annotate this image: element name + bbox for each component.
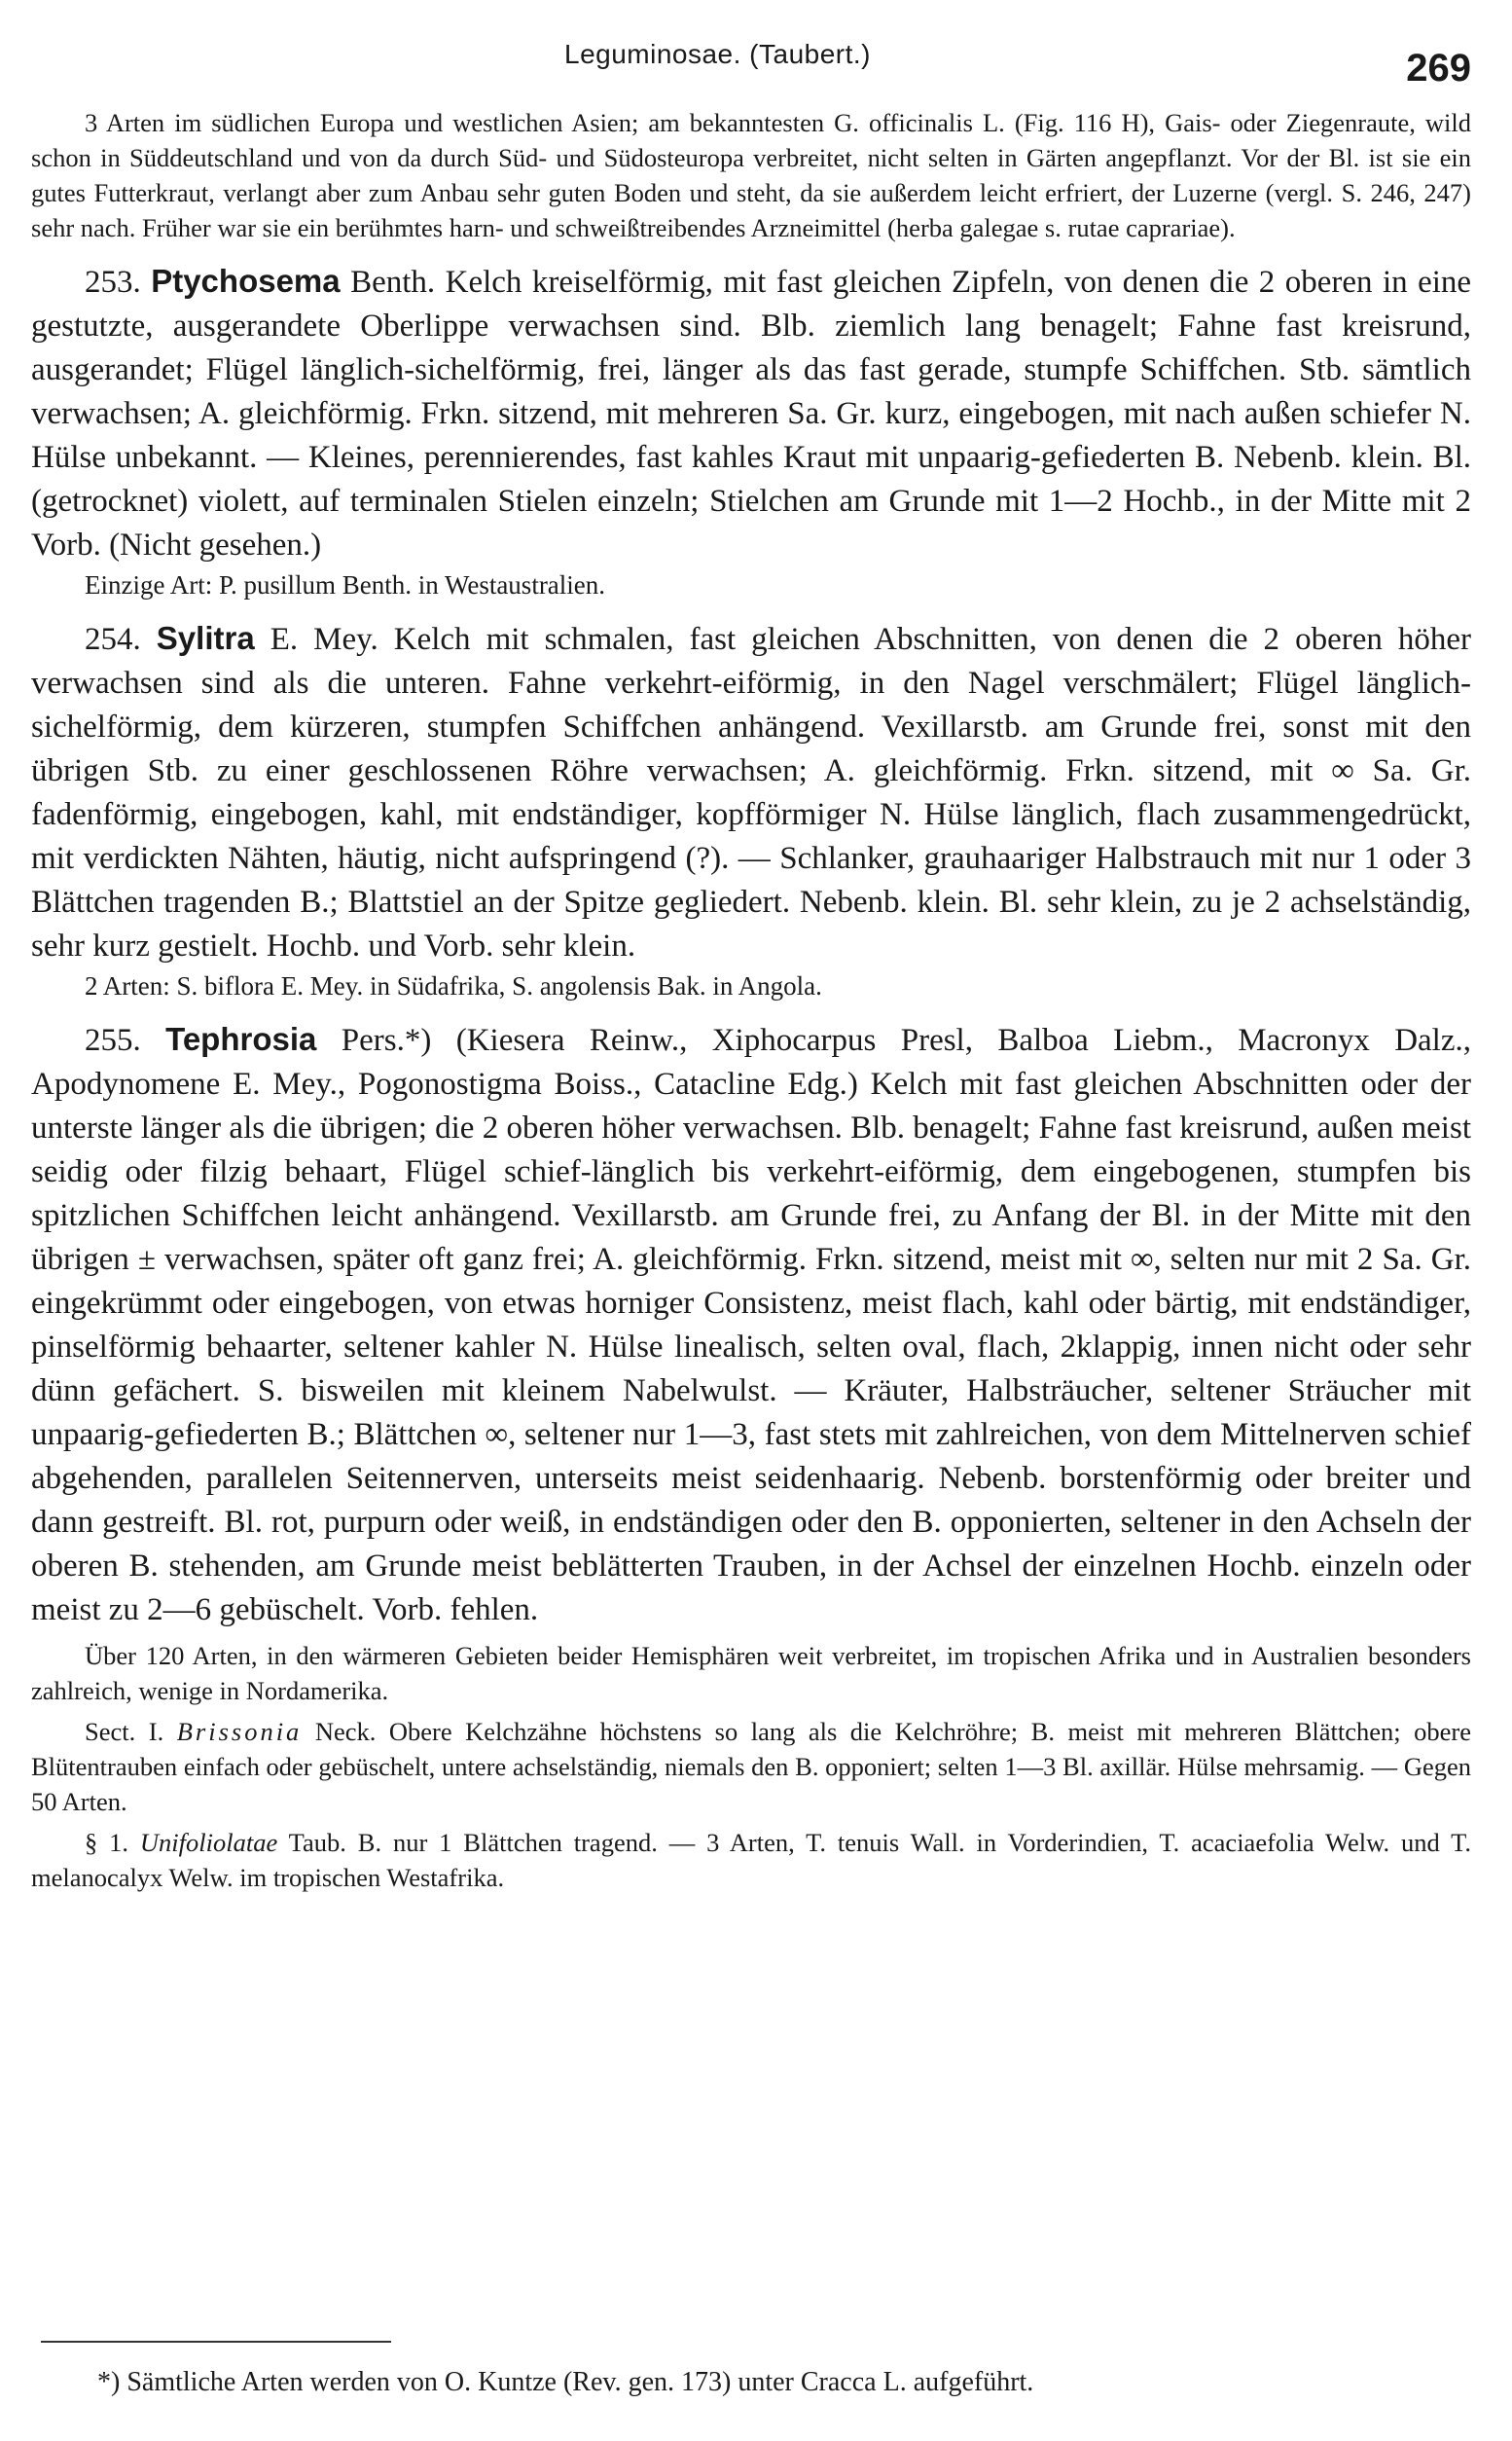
page-body: [31, 105, 1471, 1895]
distribution-note-tephrosia: Über 120 Arten, in den wärmeren Gebieten beider Hemisphären weit verbreitet, im tropischen Afrika und in Australien besonders zahlreich, wenige in Nordamerika.: [31, 1641, 1471, 1705]
species-note-sylitra: 2 Arten: S. biflora E. Mey. in Südafrika, S. angolensis Bak. in Angola.: [85, 971, 822, 1001]
genus-number: 254.: [85, 622, 141, 657]
footnote: *) Sämtliche Arten werden von O. Kuntze (Rev. gen. 173) unter Cracca L. aufgeführt.: [97, 2367, 1034, 2397]
section-label: Sect. I.: [85, 1717, 164, 1746]
genus-number: 255.: [85, 1023, 141, 1058]
subsection-unifoliolatae: [31, 1825, 1471, 1895]
genus-number: 253.: [85, 265, 141, 300]
genus-entry-tephrosia: [31, 1017, 1471, 1632]
footnote-rule: [41, 2341, 391, 2343]
subsection-label: § 1.: [85, 1828, 129, 1857]
section-description: Neck. Obere Kelchzähne höchstens so lang als die Kelchröhre; B. meist mit mehreren Blättchen; obere Blütentrauben einfach oder gebüschelt, untere achselständig, niemals den B. opponiert; selten 1—3 Bl. axillär. Hülse mehrsamig. — Gegen 50 Arten.: [31, 1717, 1472, 1816]
section-brissonia: [31, 1714, 1471, 1819]
genus-entry-sylitra: [31, 616, 1471, 968]
genus-description: Pers.*) (Kiesera Reinw., Xiphocarpus Presl, Balboa Liebm., Macronyx Dalz., Apodynomene E. Mey., Pogonostigma Boiss., Catacline Edg.) Kelch mit fast gleichen Abschnitten oder der unterste länger als die übrigen; die 2 oberen höher verwachsen. Blb. benagelt; Fahne fast kreisrund, außen meist seidig oder filzig behaart, Flügel schief-länglich bis verkehrt-eiförmig, dem eingebogenen, stumpfen bis spitzlichen Schiffchen leicht anhängend. Vexillarstb. am Grunde frei, zu Anfang der Bl. in der Mitte mit den übrigen ± verwachsen, später oft ganz frei; A. gleichförmig. Frkn. sitzend, meist mit ∞, selten nur mit 2 Sa. Gr. eingekrümmt oder eingebogen, von etwas horniger Consistenz, meist flach, kahl oder bärtig, mit endständiger, pinselförmig behaarter, seltener kahler N. Hülse linealisch, selten oval, flach, 2klappig, innen nicht oder sehr dünn gefächert. S. bisweilen mit kleinem Nabelwulst. — Kräuter, Halbsträucher, seltener Sträucher mit unpaarig-gefiederten B.; Blättchen ∞, seltener nur 1—3, fast stets mit zahlreichen, von dem Mittelnerven schief abgehenden, parallelen Seitennerven, unterseits meist seidenhaarig. Nebenb. borstenförmig oder breiter und dann gestreift. Bl. rot, purpurn oder weiß, in endständigen oder den B. opponierten, seltener in den Achseln der oberen B. stehenden, am Grunde meist beblätterten Trauben, in der Achsel der einzelnen Hochb. einzeln oder meist zu 2—6 gebüschelt. Vorb. fehlen.: [31, 1023, 1471, 1627]
genus-name: Ptychosema: [151, 263, 341, 299]
genus-name: Tephrosia: [165, 1021, 317, 1057]
genus-entry-ptychosema: [31, 259, 1471, 567]
galega-species-paragraph: 3 Arten im südlichen Europa und westlichen Asien; am bekanntesten G. officinalis L. (Fig. 116 H), Gais- oder Ziegenraute, wild schon in Süddeutschland und von da durch Süd- und Südosteuropa verbreitet, nicht selten in Gärten angepflanzt. Vor der Bl. ist sie ein gutes Futterkraut, verlangt aber zum Anbau sehr guten Boden und steht, da sie außerdem leicht erfriert, der Luzerne (vergl. S. 246, 247) sehr nach. Früher war sie ein berühmtes harn- und schweißtreibendes Arzneimittel (herba galegae s. rutae caprariae).: [31, 108, 1471, 242]
section-name: Brissonia: [176, 1717, 303, 1746]
genus-name: Sylitra: [156, 620, 255, 656]
genus-description: Benth. Kelch kreiselförmig, mit fast gleichen Zipfeln, von denen die 2 oberen in eine gestutzte, ausgerandete Oberlippe verwachsen sind. Blb. ziemlich lang benagelt; Fahne fast kreisrund, ausgerandet; Flügel länglich-sichelförmig, frei, länger als das fast gerade, stumpfe Schiffchen. Stb. sämtlich verwachsen; A. gleichförmig. Frkn. sitzend, mit mehreren Sa. Gr. kurz, eingebogen, mit nach außen schiefer N. Hülse unbekannt. — Kleines, perennierendes, fast kahles Kraut mit unpaarig-gefiederten B. Nebenb. klein. Bl. (getrocknet) violett, auf terminalen Stielen einzeln; Stielchen am Grunde mit 1—2 Hochb., in der Mitte mit 2 Vorb. (Nicht gesehen.): [31, 265, 1472, 563]
genus-description: E. Mey. Kelch mit schmalen, fast gleichen Abschnitten, von denen die 2 oberen höher verwachsen sind als die unteren. Fahne verkehrt-eiförmig, in den Nagel verschmälert; Flügel länglich-sichelförmig, dem kürzeren, stumpfen Schiffchen anhängend. Vexillarstb. am Grunde frei, sonst mit den übrigen Stb. zu einer geschlossenen Röhre verwachsen; A. gleichförmig. Frkn. sitzend, mit ∞ Sa. Gr. fadenförmig, eingebogen, kahl, mit endständiger, kopfförmiger N. Hülse länglich, flach zusammengedrückt, mit verdickten Nähten, häutig, nicht aufspringend (?). — Schlanker, grauhaariger Halbstrauch mit nur 1 oder 3 Blättchen tragenden B.; Blattstiel an der Spitze gegliedert. Nebenb. klein. Bl. sehr klein, zu je 2 achselständig, sehr kurz gestielt. Hochb. und Vorb. sehr klein.: [31, 622, 1472, 964]
subsection-name: Unifoliolatae: [139, 1828, 278, 1857]
running-head: Leguminosae. (Taubert.): [564, 39, 872, 69]
page-number: 269: [1406, 47, 1471, 90]
page-header: [0, 39, 1512, 97]
species-note-ptychosema: Einzige Art: P. pusillum Benth. in Westaustralien.: [85, 570, 606, 600]
subsection-description: Taub. B. nur 1 Blättchen tragend. — 3 Arten, T. tenuis Wall. in Vorderindien, T. acaciaefolia Welw. und T. melanocalyx Welw. im tropischen Westafrika.: [31, 1828, 1472, 1892]
